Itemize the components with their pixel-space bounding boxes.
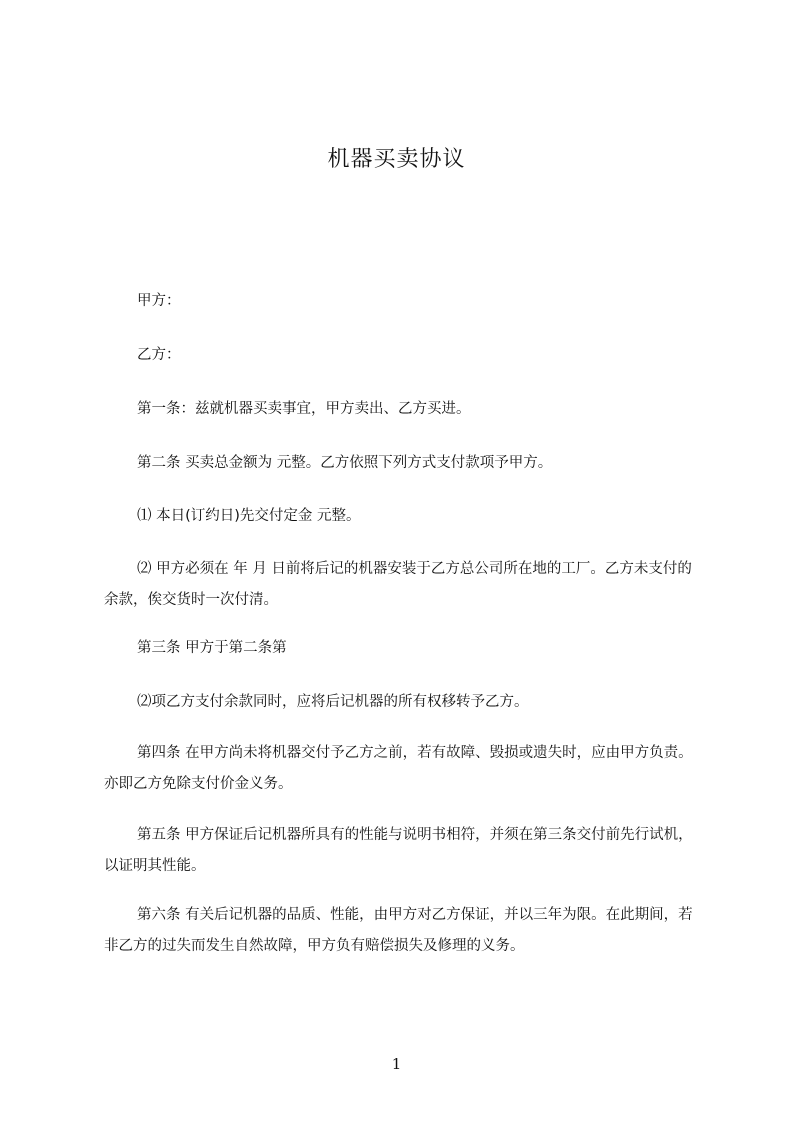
- page-number: 1: [391, 1055, 402, 1073]
- party-b-label: 乙方：: [137, 347, 181, 363]
- article-2-item-2: ⑵ 甲方必须在 年 月 日前将后记的机器安装于乙方总公司所在地的工厂。乙方未支付的余款，俟交货时一次付清。: [104, 561, 692, 608]
- article-2: 第二条 买卖总金额为 元整。乙方依照下列方式支付款项予甲方。: [137, 455, 553, 471]
- article-2-item-1: ⑴ 本日(订约日)先交付定金 元整。: [137, 508, 361, 524]
- article-4: 第四条 在甲方尚未将机器交付予乙方之前，若有故障、毁损或遗失时，应由甲方负责。亦即乙方免除支付价金义务。: [104, 745, 693, 792]
- article-6: 第六条 有关后记机器的品质、性能，由甲方对乙方保证，并以三年为限。在此期间，若非乙方的过失而发生自然故障，甲方负有赔偿损失及修理的义务。: [104, 907, 693, 954]
- document-title: 机器买卖协议: [327, 147, 466, 172]
- article-5: 第五条 甲方保证后记机器所具有的性能与说明书相符，并须在第三条交付前先行试机，以证明其性能。: [104, 827, 693, 874]
- party-a-label: 甲方：: [137, 293, 181, 309]
- article-1: 第一条：兹就机器买卖事宜，甲方卖出、乙方买进。: [137, 401, 471, 417]
- article-3: 第三条 甲方于第二条第: [137, 640, 287, 656]
- article-3-continued: ⑵项乙方支付余款同时，应将后记机器的所有权移转予乙方。: [137, 694, 529, 710]
